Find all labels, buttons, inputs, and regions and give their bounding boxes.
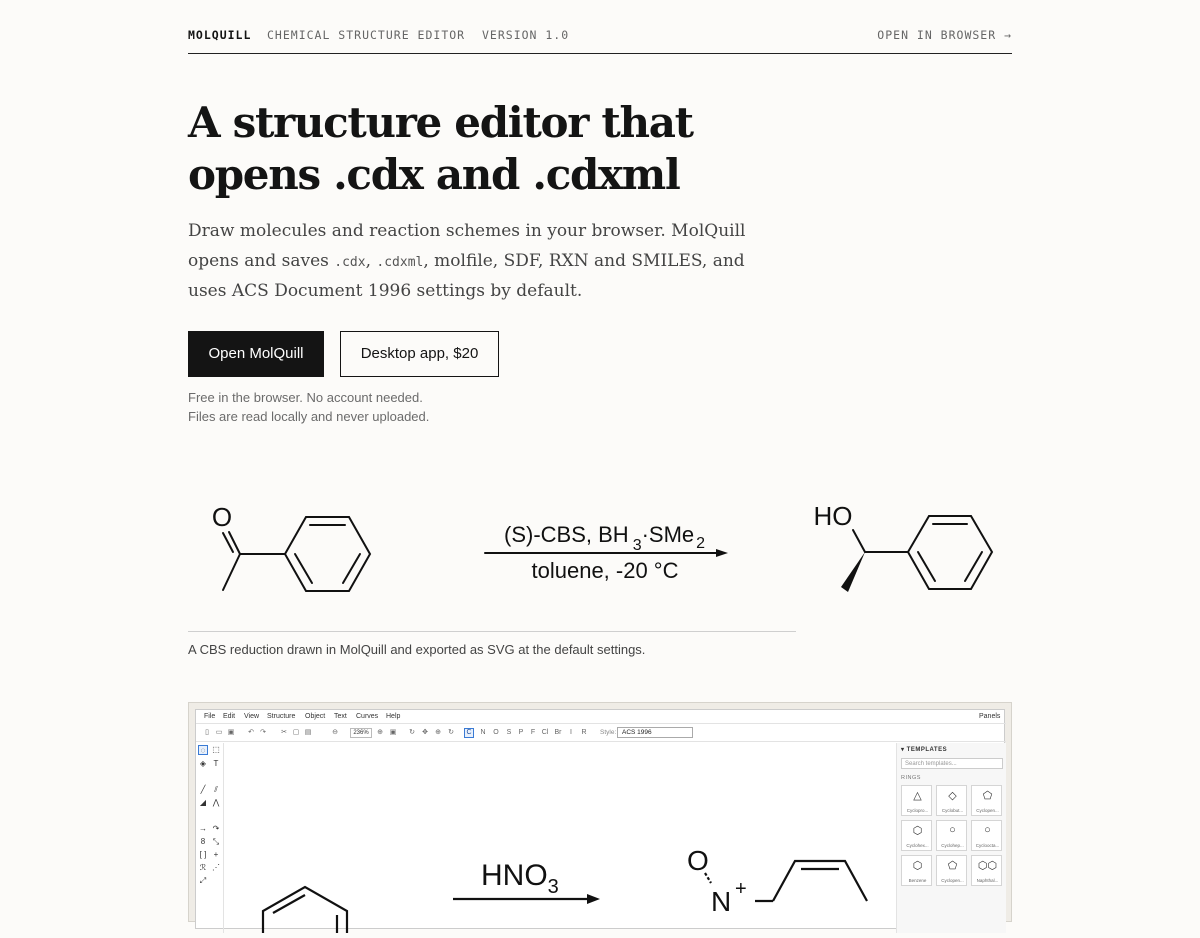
menu-view[interactable]: View [244, 713, 260, 720]
orbital-tool-icon[interactable]: 8 [200, 837, 206, 846]
double-bond-tool-icon[interactable]: ⫽ [214, 785, 218, 794]
chain-tool-icon[interactable]: ⋀ [212, 798, 220, 807]
tile-label: Cyclohep... [941, 843, 964, 848]
title-line-2: opens .cdx and .cdxml [188, 150, 680, 199]
rotate-icon[interactable]: ↻ [409, 729, 415, 736]
reagent-text: (S)-CBS, BH [504, 522, 629, 547]
drawing-canvas[interactable] [225, 743, 895, 933]
arrow-tool-icon[interactable]: → [199, 824, 207, 833]
arrow-head [716, 549, 728, 557]
template-tile[interactable] [901, 820, 932, 851]
element-f-button[interactable]: F [530, 729, 536, 736]
lede-text-3: , molfile, SDF, RXN and SMILES, and uses ACS Document 1996 settings by default. [188, 250, 745, 301]
benzene-ring-reactant [285, 517, 370, 591]
tile-label: Cyclopen... [941, 878, 964, 883]
wedge-tool-icon[interactable]: ◢ [199, 798, 207, 807]
undo-icon[interactable]: ↶ [248, 729, 254, 736]
template-search-input[interactable]: Search templates... [901, 758, 1003, 769]
refresh-icon[interactable]: ↻ [448, 729, 454, 736]
open-molquill-button[interactable]: Open MolQuill [188, 331, 324, 377]
line-tool-icon[interactable]: ⤡ [212, 837, 220, 846]
element-r-button[interactable]: R [581, 729, 587, 736]
zoom-in-icon[interactable]: ⊕ [377, 729, 383, 736]
style-select[interactable]: ACS 1996 [617, 727, 693, 738]
canvas-benzene-inner-bond [273, 895, 305, 913]
wedge-bond [841, 552, 865, 592]
app-screenshot [188, 702, 1012, 922]
menu-structure[interactable]: Structure [267, 713, 296, 720]
tile-label: Naphthal... [976, 878, 999, 883]
charge-tool-icon[interactable]: + [213, 850, 219, 859]
tile-label: Cyclopen... [976, 808, 999, 813]
template-tile[interactable] [936, 855, 967, 886]
fit-icon[interactable]: ▣ [389, 729, 397, 736]
templates-title[interactable]: ▾ TEMPLATES [901, 747, 948, 753]
panels-menu[interactable]: Panels [979, 713, 1001, 720]
redo-icon[interactable]: ↷ [260, 729, 266, 736]
eraser-tool-icon[interactable]: ◈ [199, 759, 207, 768]
left-toolbox [196, 743, 224, 933]
cyclobutane-icon: ◇ [948, 790, 957, 802]
style-label: Style: [600, 729, 617, 736]
privacy-note: Files are read locally and never uploaded. [188, 409, 430, 424]
lede-text-1: Draw molecules and reaction schemes in your browser. MolQuill opens and saves [188, 221, 746, 271]
menu-edit[interactable]: Edit [223, 713, 236, 720]
canvas-charge: + [735, 878, 747, 900]
lasso-tool-icon[interactable]: ◌ [198, 745, 208, 755]
paste-icon[interactable]: ▤ [304, 729, 312, 736]
free-note: Free in the browser. No account needed. [188, 390, 423, 405]
nav-version: VERSION 1.0 [482, 28, 570, 42]
flip-icon[interactable]: ✥ [422, 729, 428, 736]
tile-label: Cyclopro... [906, 808, 929, 813]
r-group-tool-icon[interactable]: ℛ [199, 863, 207, 872]
copy-icon[interactable]: ▢ [292, 729, 300, 736]
canvas-reagent-subscript: 3 [547, 876, 559, 898]
element-br-button[interactable]: Br [554, 729, 562, 736]
canvas-nitrogen: N [711, 886, 732, 917]
zoom-level[interactable]: 236% [350, 728, 372, 738]
lede-text-2: , [365, 250, 377, 271]
naphthalene-icon: ⬡⬡ [977, 860, 998, 872]
menu-object[interactable]: Object [305, 713, 326, 720]
canvas-drawing [225, 743, 895, 933]
page-title [188, 97, 808, 201]
cyclohexane-icon: ⬡ [912, 825, 923, 837]
cdxml-format: .cdxml [376, 254, 424, 270]
bracket-tool-icon[interactable]: [ ] [199, 850, 207, 859]
methyl-bond [223, 554, 240, 590]
cyclopropane-icon: △ [913, 790, 922, 802]
text-tool-icon[interactable]: T [213, 759, 219, 768]
aromatic-bond-b [343, 554, 360, 583]
template-tile[interactable] [971, 785, 1002, 816]
zoom-out-icon[interactable]: ⊖ [332, 729, 338, 736]
carbonyl-double-bond-1 [229, 532, 240, 554]
element-cl-button[interactable]: Cl [541, 729, 549, 736]
benzene-ring-product [908, 516, 992, 589]
template-tile[interactable] [936, 820, 967, 851]
perspective-tool-icon[interactable]: ⤢ [199, 876, 207, 885]
menu-bar [196, 710, 1006, 724]
canvas-reagent-text: HNO [481, 859, 548, 892]
aromatic-bond-c [295, 554, 312, 583]
template-tile[interactable] [971, 820, 1002, 851]
curved-arrow-tool-icon[interactable]: ↷ [212, 824, 220, 833]
template-tile[interactable] [901, 855, 932, 886]
editor-window [195, 709, 1005, 929]
element-c-button[interactable]: C [464, 728, 474, 738]
carbonyl-oxygen: O [211, 502, 233, 532]
brand-logo[interactable]: MOLQUILL [188, 28, 252, 42]
canvas-reagent [481, 859, 559, 898]
main-toolbar [196, 725, 1006, 742]
tile-label: Benzene [908, 878, 927, 883]
cyclooctane-icon: ○ [984, 824, 991, 836]
hydroxyl-bond [853, 530, 865, 552]
nav-tagline: CHEMICAL STRUCTURE EDITOR [267, 28, 466, 42]
cut-icon[interactable]: ✂ [281, 729, 287, 736]
cycloheptane-icon: ○ [949, 824, 956, 836]
tile-label: Cyclohex... [906, 843, 929, 848]
menu-curves[interactable]: Curves [356, 713, 379, 720]
cbs-reduction-scheme [188, 490, 1012, 610]
reagent-subscript-2: 2 [696, 535, 706, 552]
element-o-button[interactable]: O [493, 729, 499, 736]
element-s-button[interactable]: S [506, 729, 512, 736]
new-file-icon[interactable]: ▯ [205, 729, 209, 736]
templates-panel [896, 743, 1006, 933]
tile-label: Cycloocta... [975, 843, 1000, 848]
bond-tool-icon[interactable]: ╱ [200, 785, 206, 794]
product-aromatic-bond-b [965, 552, 982, 581]
tile-label: Cyclobut... [941, 808, 964, 813]
hydroxyl-label: HO [813, 501, 853, 531]
reagent-subscript-3: 3 [632, 537, 642, 554]
caption-divider [188, 631, 796, 632]
open-in-browser-link[interactable]: OPEN IN BROWSER → [877, 28, 1012, 42]
product-aromatic-bond-c [918, 552, 935, 581]
cyclopentadiene-icon: ⬠ [947, 860, 958, 872]
reagent-line [504, 522, 705, 554]
marquee-tool-icon[interactable]: ⬚ [212, 745, 220, 754]
element-n-button[interactable]: N [480, 729, 486, 736]
rings-section-label: RINGS [901, 775, 921, 781]
template-tile[interactable] [936, 785, 967, 816]
cyclopentane-icon: ⬠ [982, 790, 993, 802]
template-tile[interactable] [901, 785, 932, 816]
cdx-format: .cdx [334, 254, 366, 270]
open-folder-icon[interactable]: ▭ [215, 729, 223, 736]
menu-help[interactable]: Help [386, 713, 401, 720]
dashed-bond-tool-icon[interactable]: ⋰ [212, 863, 220, 872]
canvas-nitrobenzene-ring [773, 861, 867, 901]
canvas-benzene [263, 887, 347, 933]
center-icon[interactable]: ⊕ [435, 729, 441, 736]
solvent-conditions: toluene, -20 °C [531, 558, 679, 583]
menu-text[interactable]: Text [334, 713, 347, 720]
desktop-app-button[interactable]: Desktop app, $20 [340, 331, 499, 377]
reagent-text-sme: ·SMe [641, 522, 695, 547]
template-tile[interactable] [971, 855, 1002, 886]
benzene-icon: ⬡ [912, 860, 923, 872]
save-icon[interactable]: ▣ [227, 729, 235, 736]
hero-description [188, 217, 748, 307]
canvas-arrow-head [587, 894, 600, 904]
menu-file[interactable]: File [204, 713, 216, 720]
element-p-button[interactable]: P [518, 729, 524, 736]
title-line-1: A structure editor that [188, 98, 693, 147]
element-i-button[interactable]: I [570, 729, 572, 736]
top-nav [188, 24, 1012, 54]
canvas-oxygen: O [687, 845, 709, 876]
scheme-caption: A CBS reduction drawn in MolQuill and exported as SVG at the default settings. [188, 642, 646, 657]
